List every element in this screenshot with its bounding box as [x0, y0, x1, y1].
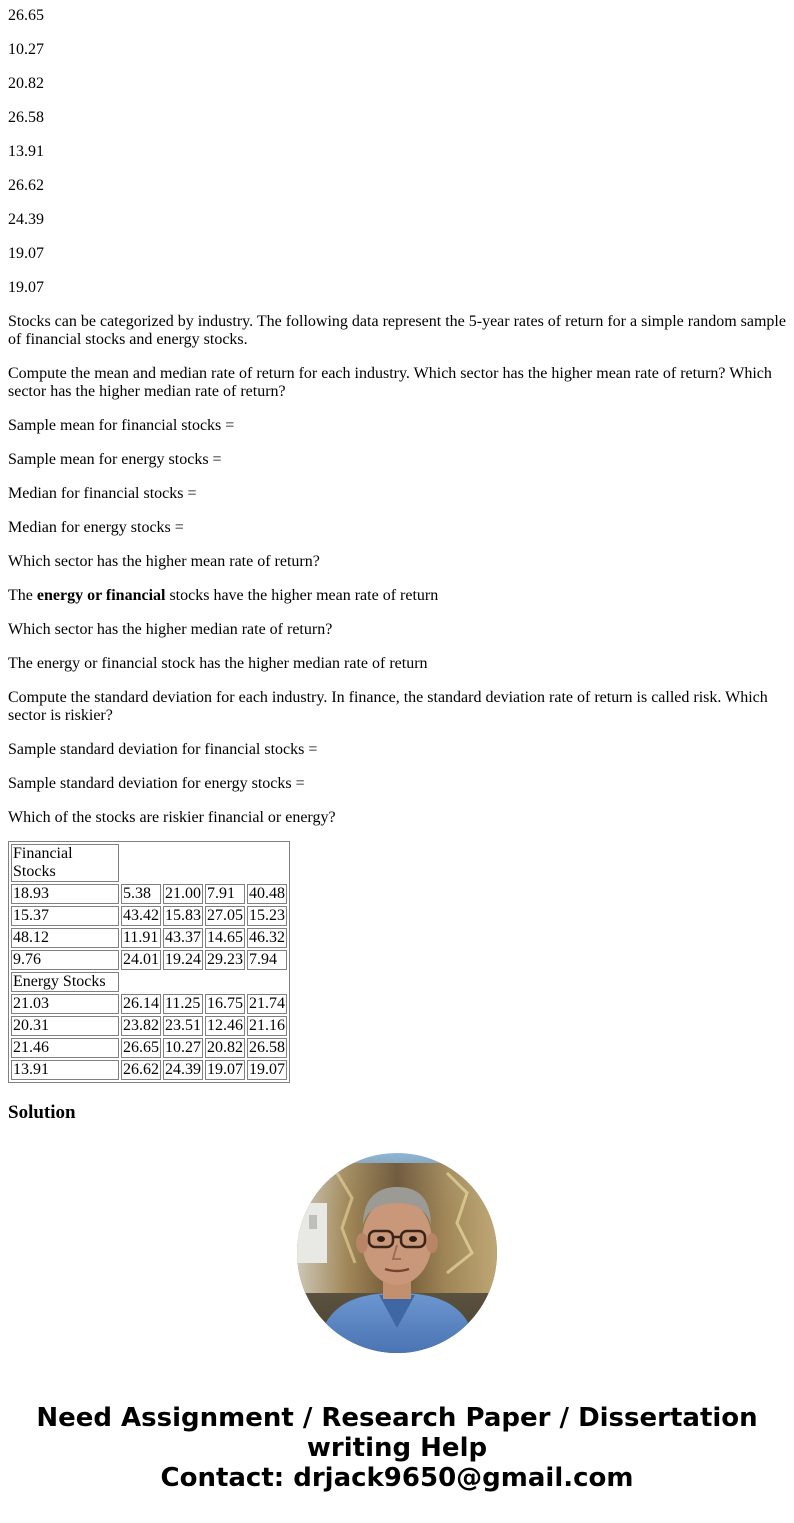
table-cell: 10.27 — [165, 1039, 201, 1056]
table-cell: 18.93 — [11, 884, 119, 904]
top-number: 19.07 — [8, 245, 44, 262]
table-cell: 9.76 — [11, 950, 119, 970]
top-number-list — [8, 0, 786, 297]
banner-line-1: Need Assignment / Research Paper / Dissertation — [36, 1403, 758, 1433]
question-higher-mean: Which sector has the higher mean rate of return? — [8, 553, 320, 570]
portrait-illustration — [297, 1153, 497, 1353]
answer-bold-choice: energy or financial — [36, 587, 166, 604]
table-row — [11, 928, 287, 948]
sd-energy-label: Sample standard deviation for energy stocks = — [8, 775, 305, 792]
answer-higher-median: The energy or financial stock has the higher median rate of return — [8, 655, 428, 672]
table-cell: 19.07 — [207, 1061, 243, 1078]
table-cell: 12.46 — [207, 1017, 243, 1034]
table-cell: 26.65 — [123, 1039, 159, 1056]
table-cell: 11.91 — [121, 928, 161, 948]
table-row — [11, 950, 287, 970]
table-row — [11, 972, 287, 992]
top-number: 13.91 — [8, 143, 44, 160]
top-number: 20.82 — [8, 75, 44, 92]
table-cell: 14.65 — [207, 929, 243, 946]
table-cell: 16.75 — [207, 995, 243, 1012]
financial-header-cell: Financial Stocks — [11, 844, 119, 882]
returns-table — [8, 841, 290, 1083]
table-cell: 7.91 — [205, 884, 245, 904]
table-row — [11, 1060, 287, 1080]
table-row — [11, 884, 287, 904]
table-row — [11, 994, 287, 1014]
banner-contact-email: Contact: drjack9650@gmail.com — [160, 1463, 634, 1493]
question-higher-median: Which sector has the higher median rate of return? — [8, 621, 333, 638]
table-cell: 5.38 — [121, 884, 161, 904]
table-cell: 21.46 — [11, 1038, 119, 1058]
table-cell: 15.83 — [165, 907, 201, 924]
table-cell: 23.82 — [123, 1017, 159, 1034]
table-row — [11, 1038, 287, 1058]
top-number: 26.65 — [8, 7, 44, 24]
answer-higher-mean — [8, 587, 786, 605]
table-cell: 48.12 — [11, 928, 119, 948]
top-number: 19.07 — [8, 279, 44, 296]
top-number: 26.62 — [8, 177, 44, 194]
question-mean-median: Compute the mean and median rate of return for each industry. Which sector has the higher mean rate of return? Which sector has the higher median rate of return? — [8, 365, 772, 400]
table-row — [11, 906, 287, 926]
table-row — [11, 844, 287, 882]
table-cell: 24.39 — [165, 1061, 201, 1078]
answer-suffix: stocks have the higher mean rate of return — [165, 587, 439, 604]
table-cell: 20.31 — [11, 1016, 119, 1036]
table-cell: 21.03 — [11, 994, 119, 1014]
table-cell: 29.23 — [207, 951, 243, 968]
table-cell: 40.48 — [249, 885, 285, 902]
question-standard-deviation: Compute the standard deviation for each industry. In finance, the standard deviation rate of return is called risk. Which sector is riskier? — [8, 689, 768, 724]
answer-prefix: The — [8, 587, 37, 604]
table-cell: 26.14 — [123, 995, 159, 1012]
median-energy-label: Median for energy stocks = — [8, 519, 184, 536]
table-cell: 43.42 — [123, 907, 159, 924]
mean-energy-label: Sample mean for energy stocks = — [8, 451, 222, 468]
table-cell: 23.51 — [165, 1017, 201, 1034]
intro-paragraph: Stocks can be categorized by industry. The following data represent the 5-year rates of return for a simple random sample of financial stocks and energy stocks. — [8, 313, 786, 348]
table-cell: 20.82 — [207, 1039, 243, 1056]
table-cell: 27.05 — [207, 907, 243, 924]
median-financial-label: Median for financial stocks = — [8, 485, 197, 502]
table-cell: 13.91 — [11, 1060, 119, 1080]
table-cell: 7.94 — [247, 950, 287, 970]
table-cell: 15.37 — [11, 906, 119, 926]
top-number: 26.58 — [8, 109, 44, 126]
table-cell: 43.37 — [165, 929, 201, 946]
tutor-avatar — [297, 1153, 497, 1353]
energy-header-cell: Energy Stocks — [11, 972, 119, 992]
table-cell: 19.24 — [165, 951, 201, 968]
contact-banner — [0, 1403, 794, 1493]
table-cell: 24.01 — [123, 951, 159, 968]
table-cell: 26.62 — [123, 1061, 159, 1078]
table-row — [11, 1016, 287, 1036]
table-cell: 21.00 — [165, 885, 201, 902]
table-cell: 15.23 — [249, 907, 285, 924]
table-cell: 19.07 — [249, 1061, 285, 1078]
top-number: 10.27 — [8, 41, 44, 58]
table-cell: 21.16 — [249, 1017, 285, 1034]
table-cell: 46.32 — [249, 929, 285, 946]
table-cell: 11.25 — [163, 994, 203, 1014]
solution-heading: Solution — [8, 1102, 76, 1123]
top-number: 24.39 — [8, 211, 44, 228]
question-riskier: Which of the stocks are riskier financial or energy? — [8, 809, 336, 826]
banner-line-2: writing Help — [306, 1433, 488, 1463]
mean-financial-label: Sample mean for financial stocks = — [8, 417, 235, 434]
table-cell: 26.58 — [249, 1039, 285, 1056]
sd-financial-label: Sample standard deviation for financial stocks = — [8, 741, 318, 758]
table-cell: 21.74 — [249, 995, 285, 1012]
